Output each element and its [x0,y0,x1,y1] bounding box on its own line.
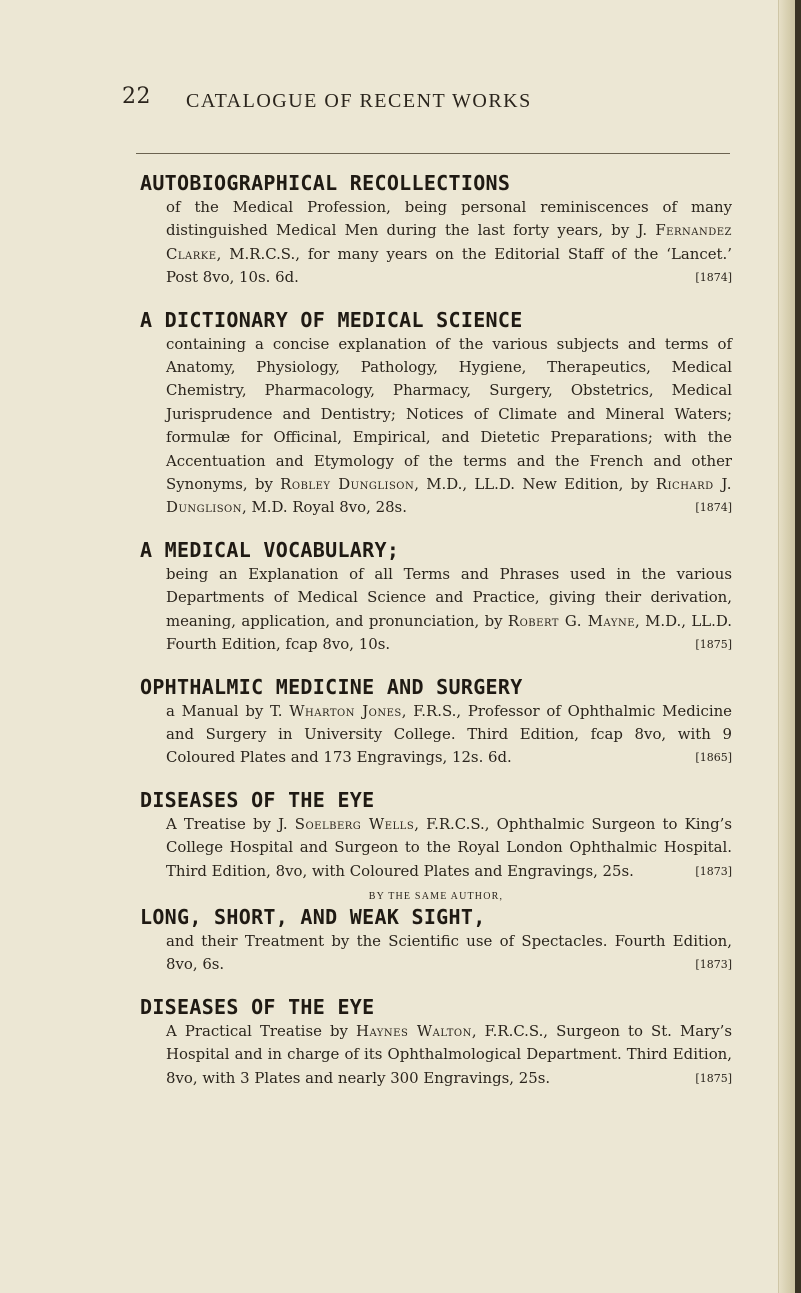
catalogue-entry [140,170,732,290]
entry-description [166,196,732,290]
entry-description [166,930,732,977]
entry-text: , M.D., LL.D. Fourth Edition, fcap 8vo, 10s. [166,611,732,654]
entry-text: containing a concise explanation of the various subjects and terms of Anatomy, Physiology, Pathology, Hygiene, Therapeutics, Medical Chemistry, Pharmacology, Pharmacy, Surgery, Obstetrics, Medical Jurisprudence and Dentistry; Notices of Climate and Mineral Waters; formulæ for Officinal, Empirical, and Dietetic Preparations; with the Accentuation and Etymology of the terms and the French and other Synonyms, by [166,334,732,494]
entry-description [166,700,732,770]
author-name: Robert G. Mayne [507,611,636,630]
entry-description [166,813,732,883]
catalogue-entry [140,787,732,883]
entry-text: A Practical Treatise by [166,1021,356,1040]
entry-text: a Manual by T. [166,701,290,720]
author-name: Haynes Walton [355,1021,472,1040]
entry-title: AUTOBIOGRAPHICAL RECOLLECTIONS [140,171,511,195]
author-name: Fernandez Clarke [166,221,732,263]
entry-text: of the Medical Profession, being personal reminiscences of many distinguished Medical Men during the last forty years, by J. [166,198,732,240]
entry-text: , F.R.S., Professor of Ophthalmic Medicine and Surgery in University College. Third Edition, fcap 8vo, with 9 Coloured Plates and 173 Engravings, 12s. 6d. [166,701,732,767]
catalogue-content [140,170,732,1090]
author-name: Soelberg Wells [294,814,415,833]
year-badge: [1873] [695,864,732,878]
catalogue-entry [140,537,732,657]
entry-description [166,1020,732,1090]
page-edge-shadow [795,0,801,1293]
page-header [0,82,801,122]
entry-text: A Treatise by J. [166,814,295,833]
by-same-author-note: BY THE SAME AUTHOR, [368,890,504,902]
author-name: Robley Dunglison [280,475,415,494]
entry-title: LONG, SHORT, AND WEAK SIGHT, [140,904,486,929]
entry-text: , F.R.C.S., Ophthalmic Surgeon to King’s College Hospital and Surgeon to the Royal London Ophthalmic Hospital. Third Edition, 8vo, with Coloured Plates and Engravings, 25s. [166,814,732,880]
author-name: Wharton Jones [289,701,402,720]
entry-text: being an Explanation of all Terms and Phrases used in the various Departments of Medical Science and Practice, giving their derivation, meaning, application, and pronunciation, by [166,564,732,630]
entry-text: , F.R.C.S., Surgeon to St. Mary’s Hospital and in charge of its Ophthalmological Department. Third Edition, 8vo, with 3 Plates and nearly 300 Engravings, 25s. [166,1021,733,1087]
year-badge: [1865] [695,751,732,765]
entry-title: A MEDICAL VOCABULARY; [140,537,400,562]
page-number: 22 [122,84,151,109]
year-badge: [1874] [695,271,732,285]
year-badge: [1874] [695,501,732,515]
entry-title: A DICTIONARY OF MEDICAL SCIENCE [140,307,523,332]
catalogue-entry [140,674,732,770]
entry-description [166,563,732,657]
entry-title: DISEASES OF THE EYE [140,994,375,1019]
entry-text: and their Treatment by the Scientific use of Spectacles. Fourth Edition, 8vo, 6s. [166,931,732,974]
catalogue-entry [140,307,732,520]
entry-title: DISEASES OF THE EYE [140,787,375,812]
year-badge: [1873] [695,958,732,972]
year-badge: [1875] [695,638,732,652]
header-rule [136,153,730,154]
year-badge: [1875] [695,1071,732,1085]
entry-title: OPHTHALMIC MEDICINE AND SURGERY [140,674,523,699]
entry-text: , M.D., LL.D. New Edition, by [414,475,656,494]
entry-description [166,333,732,520]
running-head: CATALOGUE OF RECENT WORKS [186,90,532,112]
entry-text: , M.R.C.S., for many years on the Editorial Staff of the ‘Lancet.’ Post 8vo, 10s. 6d. [166,244,732,287]
entry-text: , M.D. Royal 8vo, 28s. [242,498,407,517]
catalogue-entry [140,994,732,1090]
catalogue-entry [140,891,732,977]
author-name: Richard J. Dunglison [166,475,732,517]
